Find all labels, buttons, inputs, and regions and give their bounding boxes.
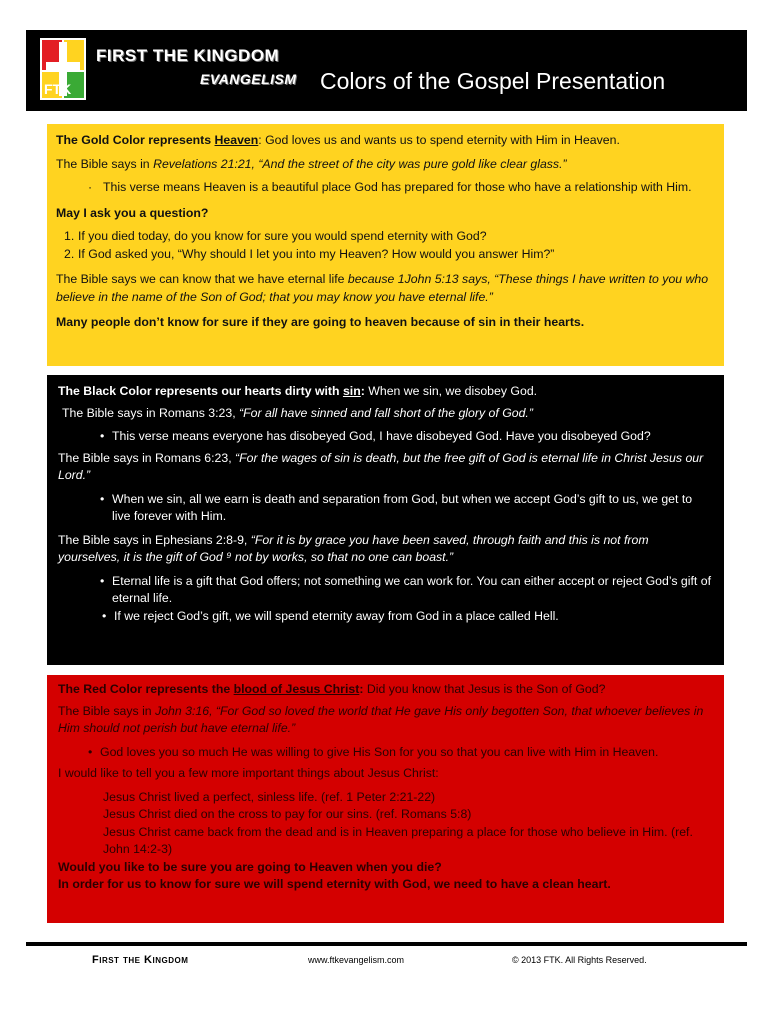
black-color-colon: : (360, 384, 365, 398)
black-color-label: The Black Color represents our hearts dirty with (58, 384, 343, 398)
bullet-mark: · (88, 180, 93, 194)
black-bullet-2 (58, 491, 713, 526)
brand-logo (96, 42, 326, 102)
bullet-mark: • (88, 744, 93, 759)
black-bullet-3 (58, 573, 713, 608)
red-bullet-text: God loves you so much He was willing to give His Son for you so that you can live with Him in Heaven. (100, 744, 659, 759)
question-text: If you died today, do you know for sure you would spend eternity with God? (78, 229, 487, 243)
black-heading (58, 383, 713, 401)
question-number: 2. (64, 246, 75, 261)
black-ephesians (58, 532, 713, 567)
ftk-logo-icon (40, 38, 86, 100)
red-question: Would you like to be sure you are going to Heaven when you die? (58, 859, 442, 874)
red-heading (58, 681, 713, 699)
red-john-3-16 (58, 703, 713, 738)
gold-closing: Many people don’t know for sure if they are going to heaven because of sin in their hearts. (56, 315, 585, 329)
red-color-word: blood of Jesus Christ (233, 682, 360, 696)
gold-bible-quote: Revelations 21:21, “And the street of the city was pure gold like clear glass.” (153, 156, 567, 171)
footer-divider (26, 942, 747, 946)
black-bullet-1 (58, 428, 713, 446)
red-fact-2: Jesus Christ died on the cross to pay for our sins. (ref. Romans 5:8) (103, 807, 472, 821)
bullet-mark: • (100, 573, 105, 588)
black-bullet-text: Eternal life is a gift that God offers; not something we can work for. You can either accept or reject God’s gift of eternal life. (112, 573, 712, 605)
gold-question-2 (56, 246, 715, 264)
gold-bible-verse (56, 156, 715, 174)
black-romans623-prefix: The Bible says in Romans 6:23, (58, 450, 236, 465)
gold-question-1 (56, 228, 715, 246)
gold-color-rest: : God loves us and wants us to spend eternity with Him in Heaven. (258, 133, 620, 147)
gold-heading (56, 132, 715, 150)
red-john-quote: John 3:16, “For God so loved the world that He gave His only begotten Son, that whoever believes in Him should not perish but have eternal life.” (58, 703, 704, 735)
red-fact-3: Jesus Christ came back from the dead and is in Heaven preparing a place for those who believe in Him. (ref. John 14:2-3) (103, 824, 693, 856)
page-header (26, 30, 747, 111)
gold-color-word: Heaven (214, 133, 259, 147)
logo-line1: FIRST THE KINGDOM (96, 46, 280, 65)
gold-section (47, 124, 724, 366)
black-romans-6-23 (58, 450, 713, 485)
black-ephesians-prefix: The Bible says in Ephesians 2:8-9, (58, 532, 251, 547)
black-ephesians-quote: “For it is by grace you have been saved, through faith and this is not from yourselves, it is the gift of God ⁹ not by works, so that no one can boast.” (58, 532, 649, 564)
gold-question-heading: May I ask you a question? (56, 205, 209, 220)
footer-website: www.ftkevangelism.com (308, 955, 405, 965)
question-text: If God asked you, “Why should I let you into my Heaven? How would you answer Him?” (78, 246, 555, 261)
red-bullet-1 (58, 744, 713, 762)
black-section (47, 375, 724, 665)
red-intro: I would like to tell you a few more important things about Jesus Christ: (58, 766, 439, 780)
gold-eternal-prefix: The Bible says we can know that we have eternal life (56, 272, 348, 286)
footer-copyright: © 2013 FTK. All Rights Reserved. (512, 955, 647, 965)
red-john-prefix: The Bible says in (58, 703, 156, 718)
gold-bullet (56, 179, 715, 197)
bullet-mark: • (100, 429, 105, 443)
black-romans323-quote: “For all have sinned and fall short of the glory of God.” (239, 405, 533, 420)
red-color-colon: : (359, 682, 364, 696)
gold-bullet-text: This verse means Heaven is a beautiful place God has prepared for those who have a relationship with Him. (103, 180, 692, 194)
bullet-mark: • (102, 608, 107, 623)
logo-line2: EVANGELISM (200, 71, 297, 87)
red-section (47, 675, 724, 923)
black-romans323-prefix: The Bible says in Romans 3:23, (62, 405, 240, 420)
question-number: 1. (64, 229, 75, 243)
gold-color-label: The Gold Color represents (56, 133, 215, 147)
bullet-mark: • (100, 491, 105, 506)
red-facts-list (58, 789, 713, 859)
red-color-label: The Red Color represents the (58, 682, 234, 696)
black-color-rest: When we sin, we disobey God. (364, 384, 538, 398)
red-closing: In order for us to know for sure we will spend eternity with God, we need to have a clean heart. (58, 877, 611, 891)
red-fact-1: Jesus Christ lived a perfect, sinless life. (ref. 1 Peter 2:21-22) (103, 789, 436, 804)
black-romans623-quote: “For the wages of sin is death, but the free gift of God is eternal life in Christ Jesus our Lord.” (58, 450, 704, 482)
black-bullet-text: This verse means everyone has disobeyed God, I have disobeyed God. Have you disobeyed God? (112, 429, 651, 443)
gold-bible-prefix: The Bible says in (56, 156, 154, 171)
page-title: Colors of the Gospel Presentation (320, 68, 666, 94)
black-bullet-text: When we sin, all we earn is death and separation from God, but when we accept God’s gift to us, we get to live forever with Him. (112, 491, 693, 523)
black-bullet-text: If we reject God’s gift, we will spend eternity away from God in a place called Hell. (114, 608, 559, 623)
red-color-rest: Did you know that Jesus is the Son of God? (363, 682, 606, 696)
gold-eternal-life (56, 271, 715, 306)
logo-letters: FTK (44, 81, 72, 97)
footer-brand: First the Kingdom (92, 954, 189, 966)
black-romans-3-23 (58, 405, 713, 423)
gold-eternal-quote: because 1John 5:13 says, “These things I have written to you who believe in the name of the Son of God; that you may know you have eternal life.” (56, 272, 709, 304)
black-bullet-4 (58, 608, 713, 626)
black-color-word: sin (342, 384, 361, 398)
